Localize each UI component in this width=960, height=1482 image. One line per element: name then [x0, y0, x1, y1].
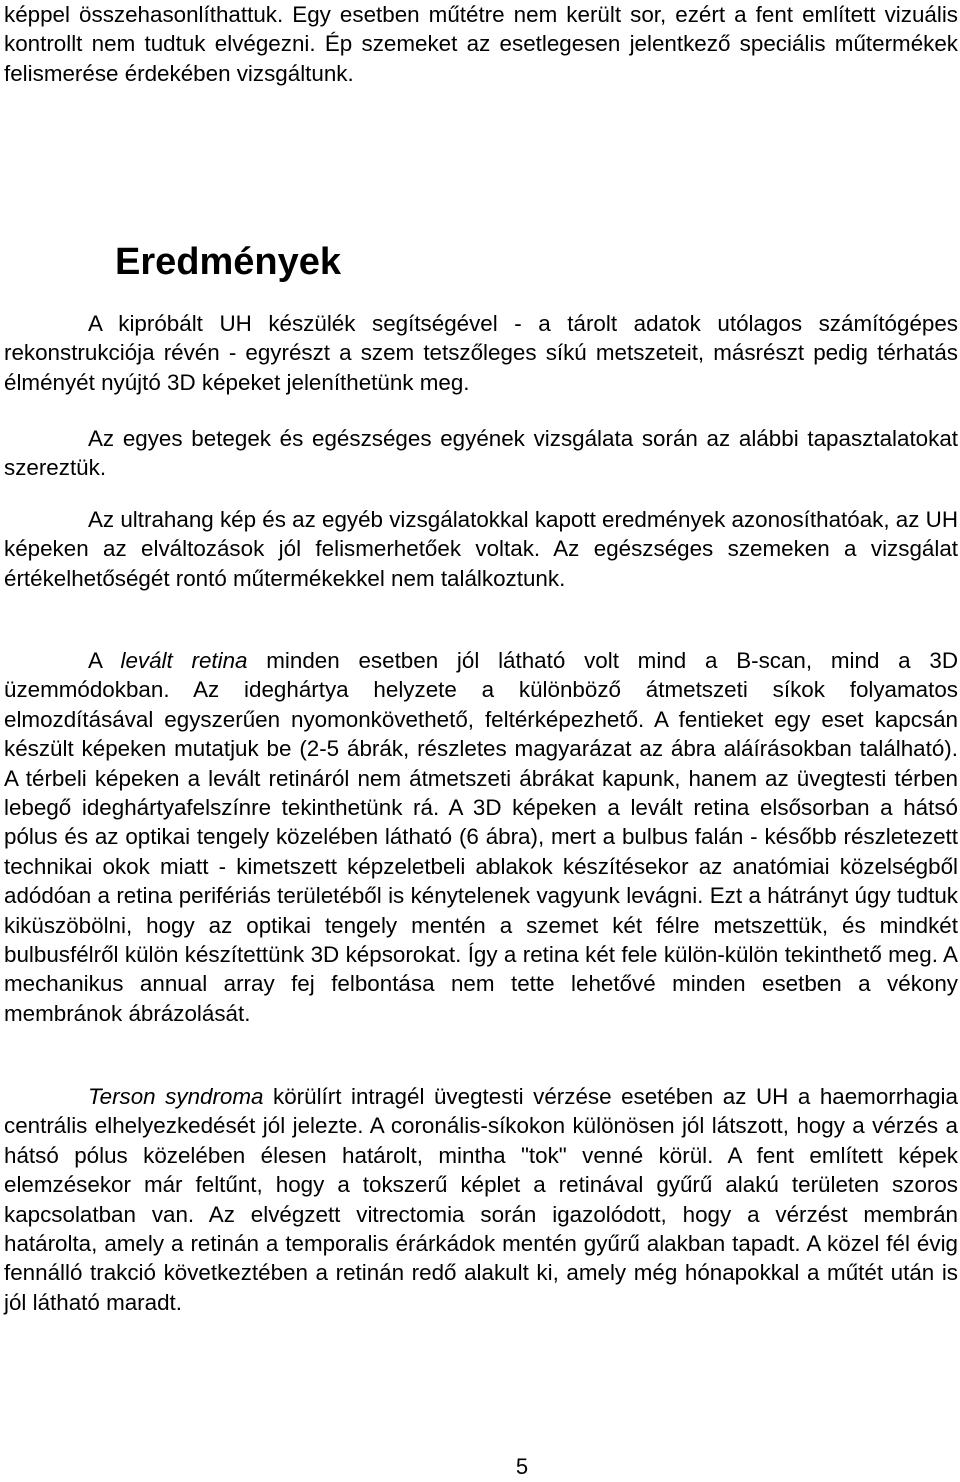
paragraph-ultrasound: Az ultrahang kép és az egyéb vizsgálatokkal kapott eredmények azonosíthatóak, az UH képeken az elváltozások jól felismerhetőek voltak. Az egészséges szemeken a vizsgálat értékelhetőségét rontó műtermékekkel nem találkoztunk.: [4, 507, 958, 591]
paragraph-detached-retina: [4, 646, 958, 1028]
paragraph-results-intro: A kipróbált UH készülék segítségével - a tárolt adatok utólagos számítógépes rekonstrukciója révén - egyrészt a szem tetszőleges síkú metszeteit, másrészt pedig térhatás élményét nyújtó 3D képeket jeleníthetünk meg.: [4, 311, 958, 395]
section-heading: Eredmények: [115, 241, 342, 283]
p4-italic-term: levált retina: [120, 648, 248, 673]
intro-paragraph: képpel összehasonlíthattuk. Egy esetben műtétre nem került sor, ezért a fent említett vizuális kontrollt nem tudtuk elvégezni. Ép szemeket az esetlegesen jelentkező speciális műtermékek felismerése érdekében vizsgáltunk.: [4, 2, 958, 86]
document-page: [4, 0, 958, 1315]
paragraph-terson: [4, 1082, 958, 1317]
paragraph-experience: Az egyes betegek és egészséges egyének vizsgálata során az alábbi tapasztalatokat szereztük.: [4, 426, 958, 481]
page-number: 5: [515, 1454, 529, 1479]
p5-body: körülírt intragél üvegtesti vérzése esetében az UH a haemorrhagia centrális elhelyezkedését jól jelezte. A coronális-síkokon különösen jól látszott, hogy a vérzés a hátsó pólus közelében élesen határolt, mintha "tok" venné körül. A fent említett képek elemzésekor már feltűnt, hogy a tokszerű képlet a retinával gyűrű alakú területen szoros kapcsolatban van. Az elvégzett vitrectomia során igazolódott, hogy a vérzést membrán határolta, amely a retinán a temporalis érárkádok mentén gyűrű alakban tapadt. A közel fél évig fennálló trakció következtében a retinán redő alakult ki, amely még hónapokkal a műtét után is jól látható maradt.: [4, 1084, 958, 1315]
p5-italic-term: Terson syndroma: [88, 1084, 264, 1109]
p4-body: minden esetben jól látható volt mind a B-scan, mind a 3D üzemmódokban. Az ideghártya helyzete a különböző átmetszeti síkok folyamatos elmozdításával egyszerűen nyomonkövethető, feltérképezhető. A fentieket egy eset kapcsán készült képeken mutatjuk be (2-5 ábrák, részletes magyarázat az ábra aláírásokban található). A térbeli képeken a levált retináról nem átmetszeti ábrákat kapunk, hanem az üvegtesti térben lebegő ideghártyafelszínre tekinthetünk rá. A 3D képeken a levált retina elsősorban a hátsó pólus és az optikai tengely közelében látható (6 ábra), mert a bulbus falán - később részletezett technikai okok miatt - kimetszett képzeletbeli ablakok készítésekor az anatómiai közelségből adódóan a retina perifériás területéből is kénytelenek vagyunk levágni. Ezt a hátrányt úgy tudtuk kiküszöbölni, hogy az optikai tengely mentén a szemet két félre metszettük, és mindkét bulbusfélről külön készítettünk 3D képsorokat. Így a retina két fele külön-külön tekinthető meg. A mechanikus annual array fej felbontása nem tette lehetővé minden esetben a vékony membránok ábrázolását.: [4, 648, 958, 1026]
p4-lead: A: [88, 648, 121, 673]
